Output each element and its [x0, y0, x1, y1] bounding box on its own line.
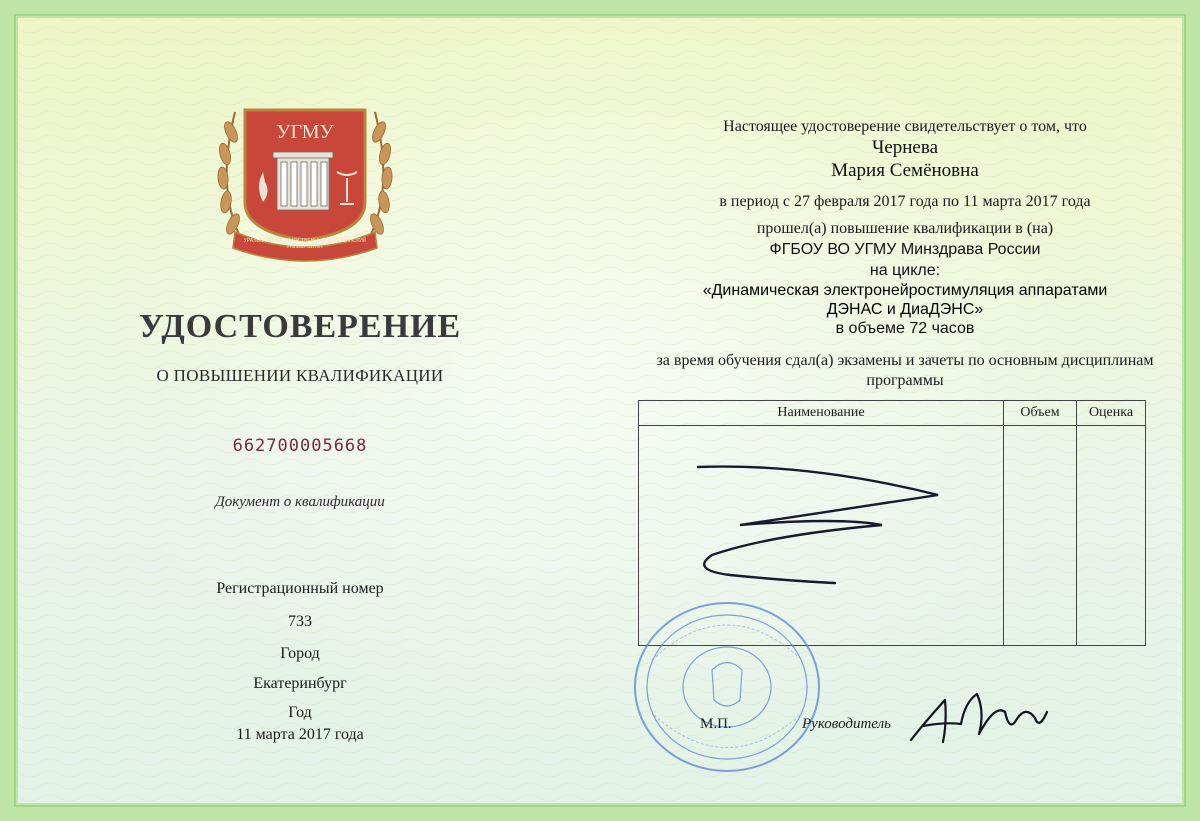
issue-date: 11 марта 2017 года	[236, 726, 364, 743]
registration-number: 733	[288, 613, 312, 630]
city-value: Екатеринбург	[253, 675, 347, 692]
passed-text: прошел(а) повышение квалификации в (на)	[756, 220, 1054, 237]
holder-name: Мария Семёновна	[831, 160, 979, 181]
column-header-name: Наименование	[639, 401, 1004, 426]
exams-text-line1: за время обучения сдал(а) экзамены и зачеты по основным дисциплинам	[656, 352, 1154, 369]
emblem-ribbon-text: УРАЛЬСКИЙ ГОСУДАРСТВЕННЫЙ МЕДИЦИНСКИЙ УНИВЕРСИТЕТ	[243, 238, 367, 250]
city-label: Город	[280, 645, 320, 662]
strike-through-mark	[690, 455, 950, 590]
building-icon	[273, 152, 333, 210]
laurel-left-icon	[217, 112, 243, 242]
document-type-label: Документ о квалификации	[215, 494, 385, 510]
holder-surname: Чернева	[871, 137, 939, 158]
column-header-grade: Оценка	[1077, 401, 1146, 426]
official-stamp	[632, 600, 822, 775]
svg-text:УГМУ: УГМУ	[276, 121, 334, 143]
eagle-icon	[712, 663, 742, 707]
head-signature	[905, 682, 1055, 752]
year-label: Год	[288, 704, 312, 721]
document-title: УДОСТОВЕРЕНИЕ	[138, 308, 462, 345]
course-title-line2: ДЭНАС и ДиаДЭНС»	[826, 301, 984, 318]
head-label: Руководитель	[802, 716, 891, 732]
registration-label: Регистрационный номер	[216, 580, 384, 597]
stamp-place-label: М.П.	[700, 716, 732, 732]
training-period: в период с 27 февраля 2017 года по 11 марта 2017 года	[719, 193, 1091, 210]
course-volume: в объеме 72 часов	[835, 320, 975, 337]
document-subtitle: О ПОВЫШЕНИИ КВАЛИФИКАЦИИ	[156, 366, 444, 385]
laurel-right-icon	[367, 112, 393, 242]
course-title-line1: «Динамическая электронейростимуляция аппаратами	[702, 282, 1108, 299]
cycle-label: на цикле:	[869, 262, 941, 279]
exams-text-line2: программы	[866, 372, 944, 389]
organization-name: ФГБОУ ВО УГМУ Минздрава России	[769, 241, 1041, 258]
intro-text: Настоящее удостоверение свидетельствует о том, что	[723, 118, 1087, 135]
grades-table-header	[639, 401, 1146, 426]
certificate-number: 662700005668	[232, 436, 368, 456]
column-header-volume: Объем	[1004, 401, 1077, 426]
